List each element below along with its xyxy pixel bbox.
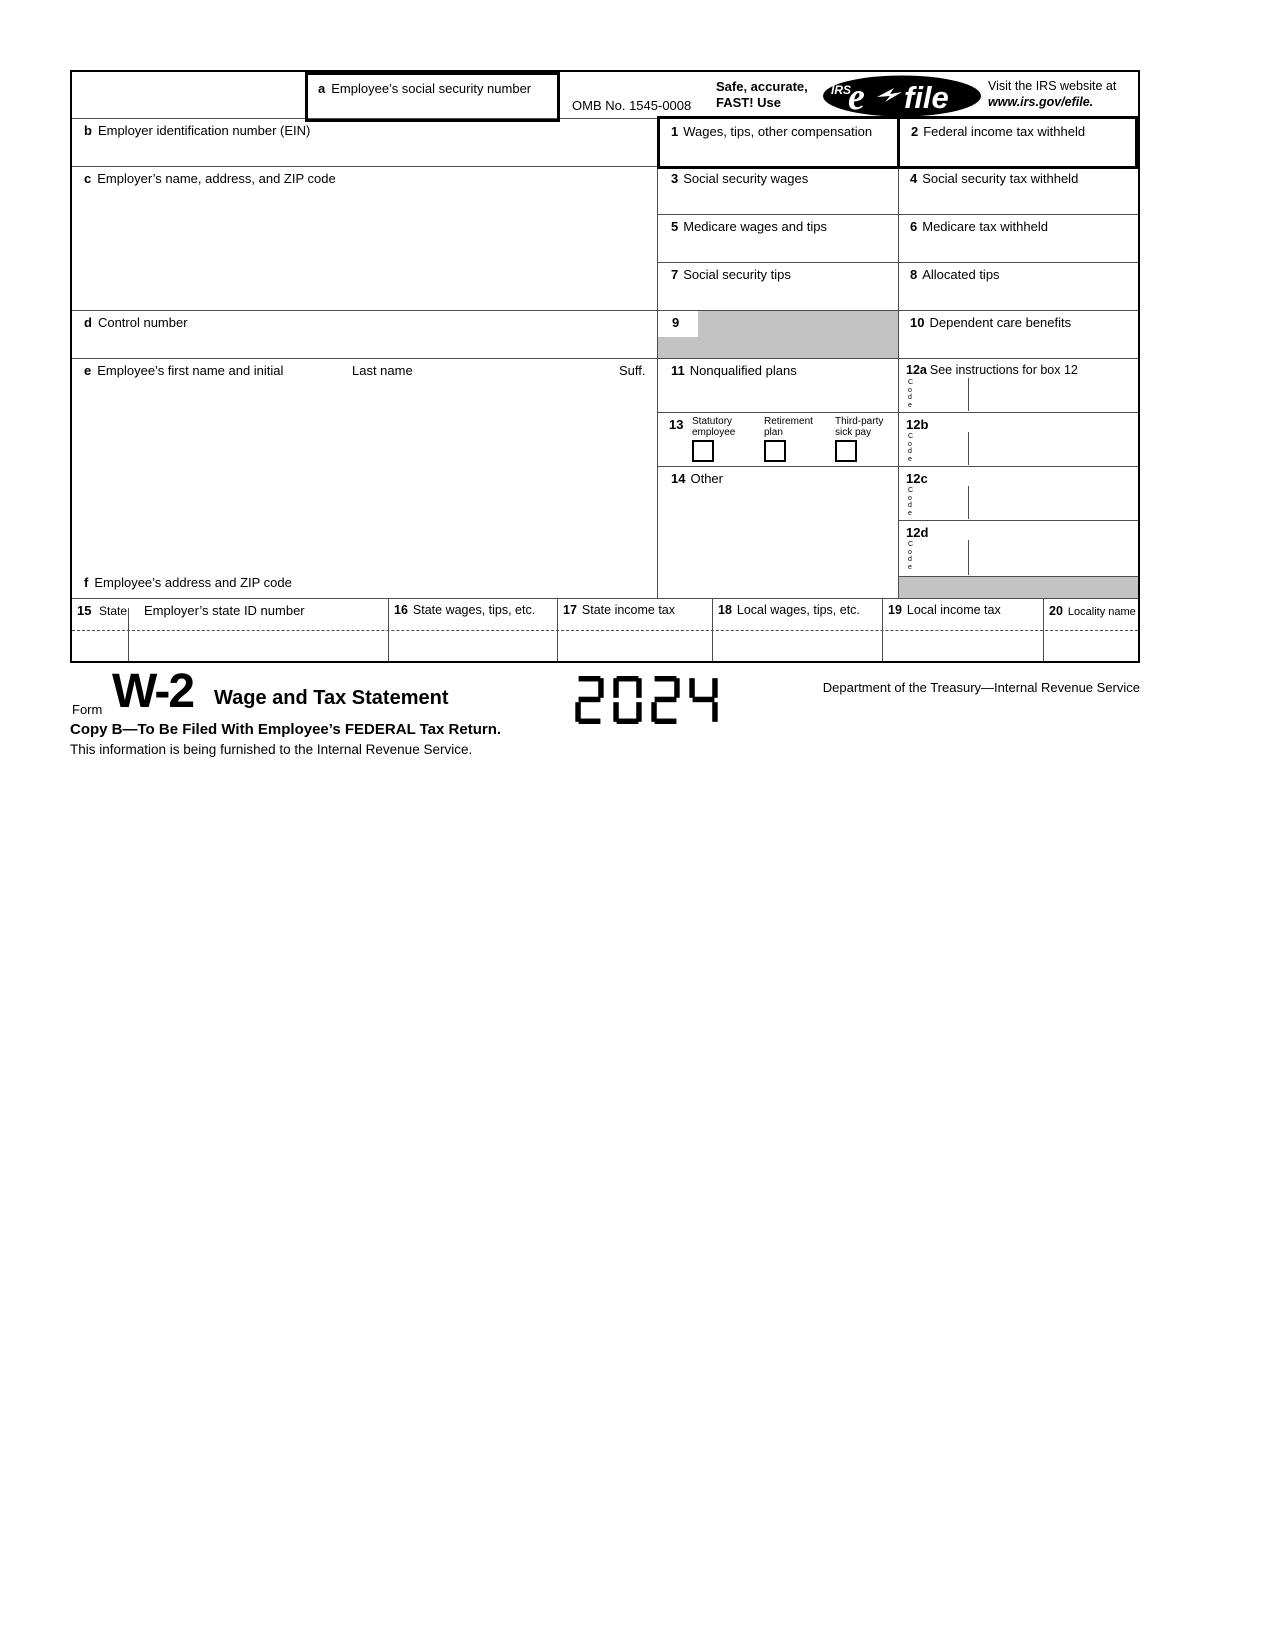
box-20-label — [1049, 604, 1136, 618]
box-12c-number: 12c — [906, 471, 928, 486]
state-code-divider — [128, 608, 129, 661]
tax-year — [575, 676, 718, 724]
box-8-text: Allocated tips — [922, 267, 1000, 282]
box-2-label — [911, 124, 1085, 139]
efile-tagline — [716, 79, 808, 111]
copy-b-line: Copy B—To Be Filed With Employee’s FEDERAL Tax Return. — [70, 721, 502, 738]
box-12a-number: 12a — [906, 363, 927, 377]
year-digit — [613, 676, 642, 724]
box-7-number: 7 — [671, 267, 679, 282]
box-12a-code-vertical: Code — [908, 379, 914, 409]
box-1-number: 1 — [671, 124, 679, 139]
divider — [898, 520, 1138, 521]
box-12b-label — [906, 417, 934, 432]
statutory-line1: Statutory — [692, 416, 733, 427]
box-19-number: 19 — [888, 603, 902, 617]
box-6-text: Medicare tax withheld — [922, 219, 1048, 234]
box-10-label — [910, 315, 1071, 330]
box-16-number: 16 — [394, 603, 408, 617]
efile-e-text: e — [848, 76, 865, 117]
box-13-thirdparty-label — [835, 416, 883, 438]
box-13-num-text: 13 — [669, 417, 684, 432]
efile-irs-text: IRS — [831, 83, 852, 97]
box-13-number — [669, 417, 689, 432]
divider — [72, 310, 1138, 311]
box-c-label — [84, 171, 336, 186]
omb-number: OMB No. 1545-0008 — [572, 98, 692, 113]
box-12a-text: See instructions for box 12 — [929, 363, 1078, 377]
box-10-number: 10 — [910, 315, 925, 330]
box-12a-code-divider — [968, 378, 969, 411]
box-4-number: 4 — [910, 171, 918, 186]
divider — [388, 598, 389, 661]
box-12d-label — [906, 525, 934, 540]
third-party-sick-pay-checkbox[interactable] — [835, 440, 857, 462]
box-12c-code-divider — [968, 486, 969, 519]
box-15-number — [77, 603, 97, 618]
box-19-text: Local income tax — [906, 603, 1001, 617]
box-17-text: State income tax — [581, 603, 676, 617]
box-7-text: Social security tips — [683, 267, 791, 282]
divider — [72, 358, 1138, 359]
box-d-label — [84, 315, 188, 330]
box-20-number: 20 — [1049, 604, 1063, 618]
box-16-label — [394, 603, 535, 617]
visit-irs-text — [988, 78, 1116, 110]
statutory-line2: employee — [692, 427, 736, 438]
box-e-text: Employee’s first name and initial — [97, 363, 284, 378]
efile-tagline-line2: FAST! Use — [716, 95, 782, 110]
w2-form-grid — [70, 70, 1140, 663]
box-3-text: Social security wages — [683, 171, 809, 186]
efile-tagline-line1: Safe, accurate, — [716, 79, 808, 94]
divider — [72, 598, 1138, 599]
box-12b-code-divider — [968, 432, 969, 465]
thirdparty-line2: sick pay — [835, 427, 872, 438]
department-line: Department of the Treasury—Internal Revenue Service — [822, 680, 1140, 695]
box-18-number: 18 — [718, 603, 732, 617]
box-6-number: 6 — [910, 219, 918, 234]
form-word: Form — [72, 702, 103, 717]
box-9-number: 9 — [672, 315, 680, 330]
box-d-code: d — [84, 315, 92, 330]
box-c-text: Employer’s name, address, and ZIP code — [97, 171, 336, 186]
box-2-text: Federal income tax withheld — [923, 124, 1086, 139]
box-f-text: Employee’s address and ZIP code — [94, 575, 292, 590]
box-a-text: Employee’s social security number — [331, 81, 532, 96]
box-13-retirement-label — [764, 416, 813, 438]
efile-file-text: file — [904, 80, 949, 115]
box-d-text: Control number — [97, 315, 188, 330]
furnish-line: This information is being furnished to the Internal Revenue Service. — [70, 742, 473, 757]
box-16-text: State wages, tips, etc. — [412, 603, 536, 617]
box-b-label — [84, 123, 310, 138]
box-20-text: Locality name — [1067, 606, 1136, 618]
divider — [882, 598, 883, 661]
box-1-label — [671, 124, 872, 139]
box-f-code: f — [84, 575, 89, 590]
box-12d-code-vertical: Code — [908, 541, 914, 571]
box-15-num-text: 15 — [77, 603, 92, 618]
box-14-label — [671, 471, 723, 486]
box-a-label — [318, 81, 531, 96]
box-2-number: 2 — [911, 124, 919, 139]
box-1-text: Wages, tips, other compensation — [683, 124, 873, 139]
divider — [898, 118, 899, 598]
box-12d-number: 12d — [906, 525, 929, 540]
form-number: W-2 — [112, 665, 194, 718]
box-b-code: b — [84, 123, 92, 138]
visit-line1: Visit the IRS website at — [988, 79, 1117, 93]
box-11-label — [671, 363, 797, 378]
box-e-suffix-label: Suff. — [619, 363, 646, 378]
box-3-label — [671, 171, 808, 186]
retirement-line2: plan — [764, 427, 783, 438]
divider — [557, 598, 558, 661]
box-c-code: c — [84, 171, 92, 186]
box-b-text: Employer identification number (EIN) — [97, 123, 311, 138]
box-e-lastname-label: Last name — [352, 363, 413, 378]
box-4-text: Social security tax withheld — [922, 171, 1079, 186]
divider — [1043, 598, 1044, 661]
box-12b-code-vertical: Code — [908, 433, 914, 463]
box-5-number: 5 — [671, 219, 679, 234]
box-17-label — [563, 603, 675, 617]
box-12c-code-vertical: Code — [908, 487, 914, 517]
box-4-label — [910, 171, 1078, 186]
box-11-number: 11 — [671, 363, 685, 378]
box-11-text: Nonqualified plans — [689, 363, 797, 378]
box-9-label — [672, 315, 684, 330]
box-5-text: Medicare wages and tips — [683, 219, 828, 234]
box-19-label — [888, 603, 1001, 617]
box-8-number: 8 — [910, 267, 918, 282]
box-a-ssn-field[interactable] — [305, 72, 560, 122]
box-e-code: e — [84, 363, 92, 378]
box-a-code: a — [318, 81, 326, 96]
divider — [712, 598, 713, 661]
form-title: Wage and Tax Statement — [214, 687, 449, 709]
box-14-text: Other — [690, 471, 723, 486]
box-14-number: 14 — [671, 471, 686, 486]
box-12b-number: 12b — [906, 417, 929, 432]
box-18-label — [718, 603, 860, 617]
box-12-shaded-strip — [899, 577, 1138, 598]
retirement-line1: Retirement — [764, 416, 813, 427]
box-12c-label — [906, 471, 934, 486]
box-15-id-label: Employer’s state ID number — [144, 603, 305, 618]
box-e-label — [84, 363, 283, 378]
box-15-state-label: State — [99, 604, 128, 618]
year-digit — [575, 676, 604, 724]
irs-efile-logo-icon — [822, 75, 982, 117]
visit-url: www.irs.gov/efile. — [988, 95, 1094, 109]
statutory-employee-checkbox[interactable] — [692, 440, 714, 462]
thirdparty-line1: Third-party — [835, 416, 884, 427]
box-6-label — [910, 219, 1048, 234]
box-12d-code-divider — [968, 540, 969, 575]
box-17-number: 17 — [563, 603, 577, 617]
state-row-divider-dashed — [72, 630, 1138, 631]
divider — [657, 118, 658, 598]
box-8-label — [910, 267, 1000, 282]
box-18-text: Local wages, tips, etc. — [736, 603, 860, 617]
box-3-number: 3 — [671, 171, 679, 186]
box-12a-label — [906, 363, 1078, 377]
retirement-plan-checkbox[interactable] — [764, 440, 786, 462]
box-10-text: Dependent care benefits — [929, 315, 1072, 330]
box-13-statutory-label — [692, 416, 735, 438]
box-f-label — [84, 575, 292, 590]
box-7-label — [671, 267, 791, 282]
year-digit — [651, 676, 680, 724]
box-5-label — [671, 219, 827, 234]
